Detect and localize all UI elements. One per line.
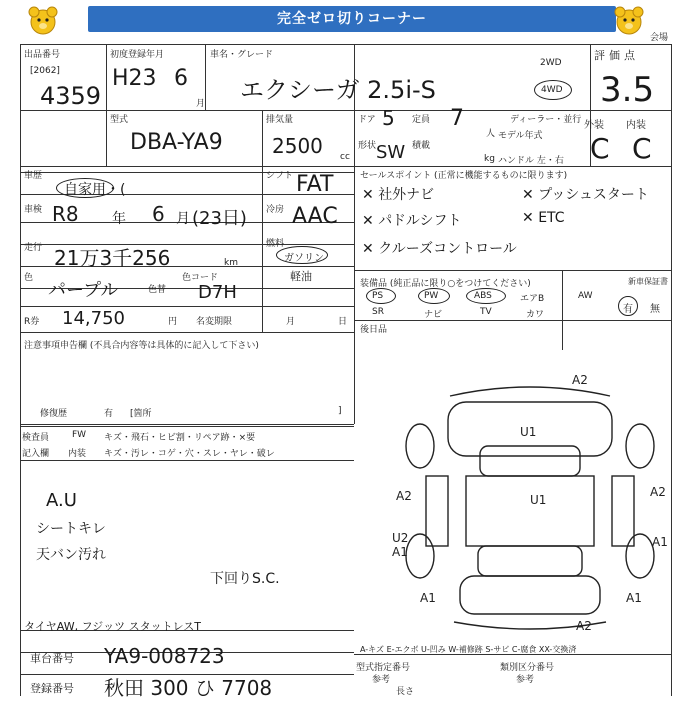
wheel-outline <box>626 534 654 578</box>
chassis-label: 車台番号 <box>30 652 74 665</box>
displacement-unit: cc <box>340 152 350 162</box>
bear-mascot-icon <box>612 4 646 38</box>
color-code-label: 色コード <box>182 273 219 283</box>
model-label: 型式 <box>110 115 129 125</box>
name-change-unit: 月 <box>286 317 296 327</box>
equipment-item: TV <box>480 307 492 317</box>
sales-points-label: セールスポイント (正常に機能するものに限ります) <box>360 171 568 181</box>
sales-point-item: ✕ パドルシフト <box>362 213 462 229</box>
displacement-label: 排気量 <box>266 115 294 125</box>
equipment-label: 装備品 (純正品に限り○をつけてください) <box>360 279 531 289</box>
inspector-int-items: キズ・汚レ・コゲ・穴・スレ・ヤレ・破レ <box>104 449 275 459</box>
header-banner <box>0 0 700 43</box>
name-change-label: 名変期限 <box>196 317 233 327</box>
notes-label: 注意事項申告欄 (不具合内容等は具体的に記入して下さい) <box>24 341 259 351</box>
damage-mark: A1 <box>420 591 436 605</box>
damage-mark: A2 <box>572 373 588 387</box>
shape-value: SW <box>376 142 406 163</box>
front-bumper-outline <box>450 387 610 396</box>
bear-mascot-icon <box>26 4 60 38</box>
first-reg-month-unit: 月 <box>196 99 206 109</box>
sales-point-item: ✕ ETC <box>522 210 565 226</box>
sales-point-item: ✕ プッシュスタート <box>522 187 649 203</box>
damage-mark: A2 <box>396 489 412 503</box>
color-swap-label: 色替 <box>148 285 167 295</box>
drive-4wd: 4WD <box>541 85 563 95</box>
plate-value: 秋田 300 ひ 7708 <box>104 676 273 700</box>
usage-value: 自家用・( <box>64 182 126 198</box>
left-door-outline <box>426 476 448 546</box>
fuel-gasoline: ガソリン <box>284 253 324 264</box>
load-label: 積載 <box>412 141 431 151</box>
inspector-label-2: 記入欄 <box>22 449 50 459</box>
equipment-item: ナビ <box>424 310 443 320</box>
inspector-int-label: 内装 <box>68 449 87 459</box>
trunk-outline <box>460 576 600 614</box>
equipment-item: エアB <box>520 294 545 304</box>
roof-outline <box>466 476 594 546</box>
shift-value: FAT <box>296 172 334 197</box>
repair-label: 修復歴 <box>40 409 68 419</box>
chassis-value: YA9-008723 <box>104 644 225 668</box>
warranty-label: 新車保証書 <box>628 277 668 286</box>
model-year-label: モデル年式 <box>498 131 543 141</box>
class-number-note: 参考 <box>516 675 535 685</box>
damage-mark: A1 <box>626 591 642 605</box>
plate-label: 登録番号 <box>30 682 74 695</box>
repair-value: 有 <box>104 409 114 419</box>
lot-number: 4359 <box>40 82 102 110</box>
equipment-item: ABS <box>474 291 492 301</box>
equipment-item: AW <box>578 291 593 301</box>
exterior-label: 外装 <box>584 120 604 131</box>
shift-label: シフト <box>266 171 294 181</box>
equipment-item: カワ <box>526 310 545 320</box>
inspector-label-1: 検査員 <box>22 433 50 443</box>
extra-line: タイヤAW, フジッツ スタットレスT <box>24 620 202 633</box>
remark-line: A.U <box>46 490 77 511</box>
shape-label: 形状 <box>358 141 377 151</box>
shape-number-label: 型式指定番号 <box>356 663 411 673</box>
mileage-value: 21万3千256 <box>54 246 171 270</box>
damage-mark: A1 <box>392 545 408 559</box>
inspection-month: 6 <box>152 202 165 226</box>
doors-label: ドア <box>358 115 376 125</box>
capacity-value: 7 <box>450 106 464 131</box>
car-name-label: 車名・グレード <box>210 50 274 60</box>
interior-grade: C <box>632 132 652 165</box>
inspection-label: 車検 <box>24 205 43 215</box>
drive-2wd: 2WD <box>540 58 562 68</box>
rear-seat-label: 後日品 <box>360 325 388 335</box>
rear-window-outline <box>478 546 582 576</box>
recycle-value: 14,750 <box>62 308 125 329</box>
damage-mark: A2 <box>576 619 592 633</box>
handle-label: ハンドル 左・右 <box>498 156 564 166</box>
color-value: パープル <box>48 280 119 301</box>
inspection-month-unit: 月 <box>176 211 190 227</box>
inspector-fw-items: キズ・飛石・ヒビ割・リペア跡・×要 <box>104 433 256 443</box>
right-door-outline <box>612 476 634 546</box>
first-reg-label: 初度登録年月 <box>110 50 165 60</box>
color-label: 色 <box>24 273 34 283</box>
windshield-outline <box>480 446 580 476</box>
car-name-value: エクシーガ 2.5i-S <box>240 76 436 104</box>
repair-bracket: [箇所 <box>130 409 152 419</box>
recycle-unit: 円 <box>168 317 178 327</box>
damage-mark: A1 <box>652 535 668 549</box>
remark-line: 天バン汚れ <box>36 547 106 563</box>
warranty-yes: 有 <box>623 304 633 315</box>
capacity-unit: 人 <box>486 129 496 139</box>
remark-line: シートキレ <box>36 521 106 537</box>
exterior-grade: C <box>590 132 610 165</box>
inspector-fw-label: FW <box>72 430 87 440</box>
damage-mark: A2 <box>650 485 666 499</box>
damage-mark: U1 <box>530 493 547 507</box>
interior-label: 内装 <box>626 120 646 131</box>
dealer-label: ディーラー・並行 <box>510 115 582 125</box>
load-unit: kg <box>484 154 495 164</box>
name-change-unit2: 日 <box>338 317 348 327</box>
corner-note: 会場 <box>650 33 669 43</box>
wheel-outline <box>406 424 434 468</box>
sales-point-item: ✕ クルーズコントロール <box>362 241 517 257</box>
aircon-value: AAC <box>292 204 338 229</box>
repair-bracket-close: ] <box>338 406 342 416</box>
recycle-label: R券 <box>24 317 40 327</box>
aircon-label: 冷房 <box>266 205 285 215</box>
mileage-label: 走行 <box>24 243 43 253</box>
fuel-diesel: 軽油 <box>290 270 312 283</box>
damage-mark: U2 <box>392 531 409 545</box>
wheel-outline <box>406 534 434 578</box>
doors-value: 5 <box>382 106 395 130</box>
damage-mark: U1 <box>520 425 537 439</box>
warranty-no: 無 <box>650 304 660 315</box>
mileage-unit: km <box>224 258 238 268</box>
length-label: 長さ <box>396 687 415 697</box>
damage-legend: A-キズ E-エクボ U-凹み W-補修跡 S-サビ C-腐食 XX-交換済 <box>360 645 577 654</box>
class-number-label: 類別区分番号 <box>500 663 555 673</box>
displacement-value: 2500 <box>272 134 323 158</box>
equipment-item: SR <box>372 307 384 317</box>
sales-point-item: ✕ 社外ナビ <box>362 187 435 203</box>
wheel-outline <box>626 424 654 468</box>
fuel-label: 燃料 <box>266 239 285 249</box>
remark-line: 下回りS.C. <box>210 571 280 587</box>
inspection-era: R8 <box>52 202 79 226</box>
car-diagram <box>380 366 680 646</box>
score-value: 3.5 <box>600 70 655 110</box>
lot-code: [2062] <box>30 66 60 76</box>
first-reg-year: H23 <box>112 66 157 91</box>
usage-label: 車歴 <box>24 171 43 181</box>
lot-label: 出品番号 <box>24 50 61 60</box>
shape-number-note: 参考 <box>372 675 391 685</box>
equipment-item: PW <box>424 291 439 301</box>
model-value: DBA-YA9 <box>130 130 223 155</box>
color-code: D7H <box>198 282 237 303</box>
banner-title: 完全ゼロ切りコーナー <box>277 11 427 27</box>
score-label: 評価点 <box>594 49 639 62</box>
inspection-day: (23日) <box>192 208 247 229</box>
capacity-label: 定員 <box>412 115 431 125</box>
inspection-year-unit: 年 <box>112 211 126 227</box>
first-reg-month: 6 <box>174 66 188 91</box>
equipment-item: PS <box>372 291 384 301</box>
